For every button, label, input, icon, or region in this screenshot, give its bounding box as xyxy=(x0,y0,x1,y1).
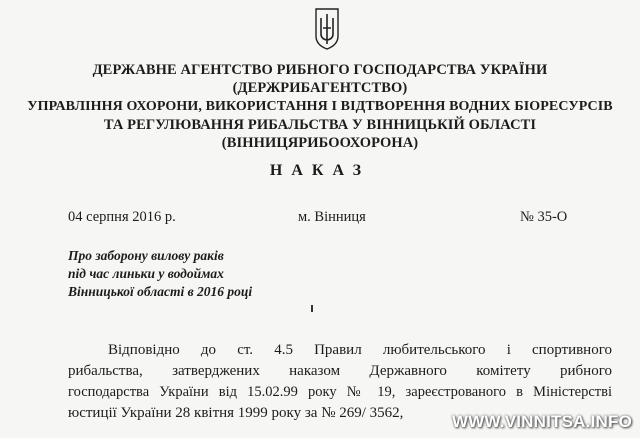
body-line: юстиції України 28 квітня 1999 року за № 269/ 3562, xyxy=(68,405,404,421)
order-place: м. Вінниця xyxy=(298,209,366,225)
department-name-cont: ТА РЕГУЛЮВАННЯ РИБАЛЬСТВА У ВІННИЦЬКІЙ ОБЛАСТІ xyxy=(103,117,537,133)
body-line: Відповідно до ст. 4.5 Правил любительського і спортивного xyxy=(108,342,612,358)
order-date: 04 серпня 2016 р. xyxy=(68,209,176,225)
order-number: № 35-О xyxy=(520,209,568,225)
department-name: УПРАВЛІННЯ ОХОРОНИ, ВИКОРИСТАННЯ І ВІДТВОРЕННЯ ВОДНИХ БІОРЕСУРСІВ xyxy=(27,99,613,114)
subject-line: Про заборону вилову раків xyxy=(68,248,224,263)
trident-emblem-icon xyxy=(314,6,340,50)
department-short-name: (ВІННИЦЯРИБООХОРОНА) xyxy=(221,135,419,151)
agency-name: ДЕРЖАВНЕ АГЕНТСТВО РИБНОГО ГОСПОДАРСТВА УКРАЇНИ xyxy=(92,62,548,78)
body-line: господарства України від 15.02.99 року № 19, зареєстрованого в Міністерстві xyxy=(68,384,612,400)
site-watermark: WWW.VINNITSA.INFO xyxy=(452,412,632,431)
subject-line: Вінницької області в 2016 році xyxy=(68,284,253,299)
agency-short-name: (ДЕРЖРИБАГЕНТСТВО) xyxy=(232,80,408,96)
subject-line: під час линьки у водоймах xyxy=(68,266,224,281)
document-title: НАКАЗ xyxy=(269,162,371,179)
scan-mark xyxy=(311,305,313,312)
body-line: рибальства, затверджених наказом Державного комітету рибного xyxy=(68,363,612,379)
